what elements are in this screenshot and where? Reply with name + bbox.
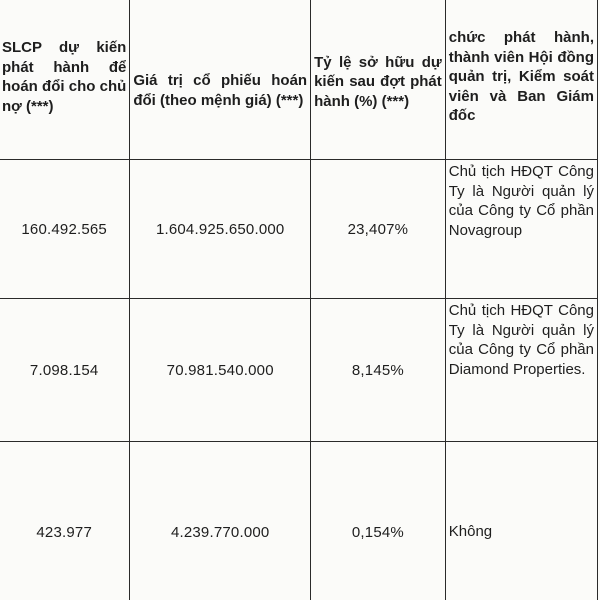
cell-ratio: 23,407% [311, 160, 446, 299]
cell-quantity: 7.098.154 [0, 299, 130, 442]
cell-value: 1.604.925.650.000 [130, 160, 311, 299]
cell-quantity: 423.977 [0, 442, 130, 600]
header-value-label: Giá trị cổ phiếu hoán đổi (theo mệnh giá) (***) [133, 72, 308, 109]
cell-quantity: 160.492.565 [0, 160, 130, 299]
header-cell-ratio [311, 0, 446, 160]
cell-ratio: 8,145% [311, 299, 446, 442]
table-row [0, 160, 598, 299]
table-row [0, 442, 598, 600]
header-cell-relation [445, 0, 597, 160]
table-header-row [0, 0, 598, 160]
cell-relation: Không [445, 442, 597, 600]
table-row [0, 299, 598, 442]
header-cell-quantity [0, 0, 130, 160]
header-relation-label: chức phát hành, thành viên Hội đồng quản trị, Kiểm soát viên và Ban Giám đốc [448, 29, 594, 125]
cell-ratio: 0,154% [311, 442, 446, 600]
header-ratio-label: Tỷ lệ sở hữu dự kiến sau đợt phát hành (%) (***) [314, 53, 442, 110]
header-cell-value [130, 0, 311, 160]
cell-value: 70.981.540.000 [130, 299, 311, 442]
cell-relation: Chủ tịch HĐQT Công Ty là Người quản lý của Công ty Cổ phần Diamond Properties. [445, 299, 597, 442]
header-quantity-label: SLCP dự kiến phát hành để hoán đổi cho chủ nợ (***) [2, 39, 127, 115]
cell-relation: Chủ tịch HĐQT Công Ty là Người quản lý của Công ty Cổ phần Novagroup [445, 160, 597, 299]
cell-value: 4.239.770.000 [130, 442, 311, 600]
